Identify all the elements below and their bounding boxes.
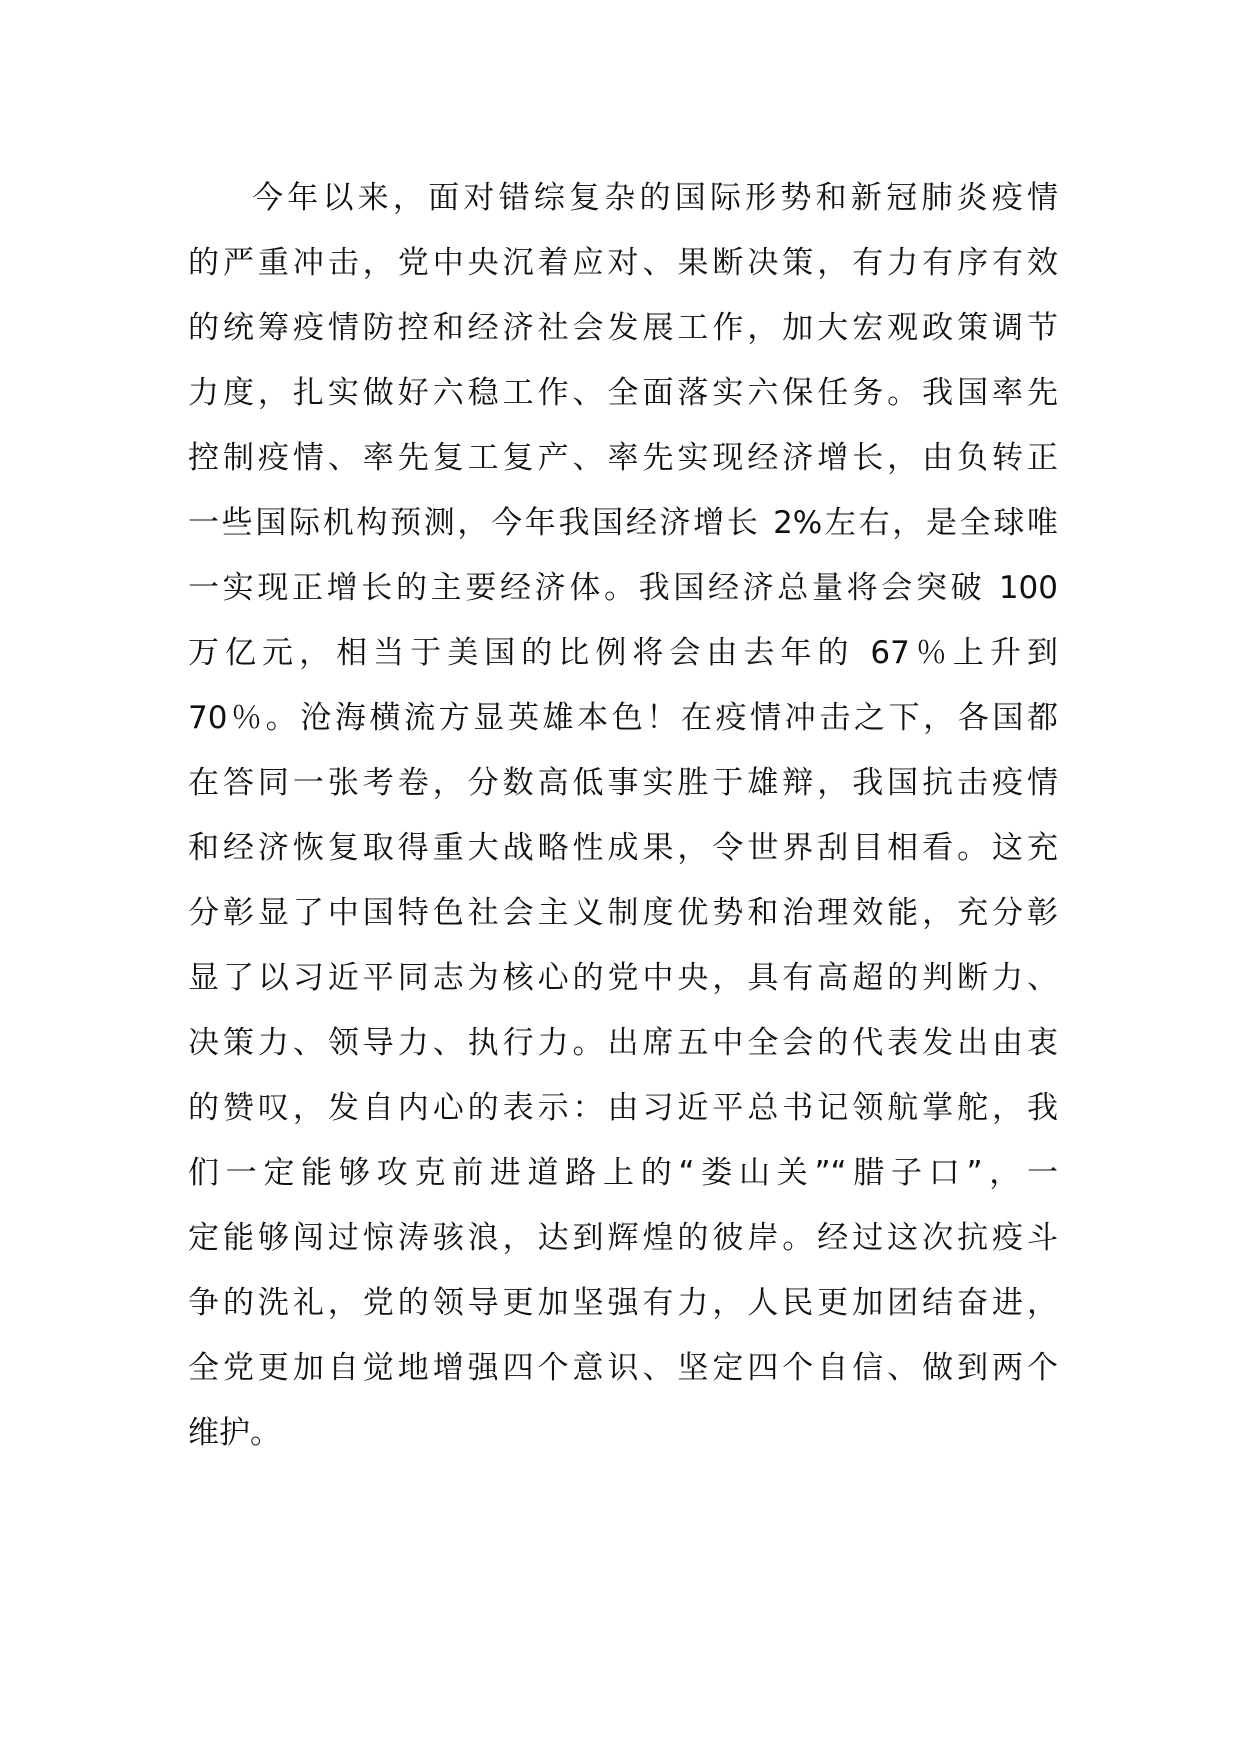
paragraph-line: 的严重冲击，党中央沉着应对、果断决策，有力有序有效 <box>188 245 1058 281</box>
body-paragraph <box>188 166 1058 1466</box>
paragraph-line: 一些国际机构预测，今年我国经济增长 2%左右，是全球唯 <box>188 505 1058 541</box>
paragraph-line: 争的洗礼，党的领导更加坚强有力，人民更加团结奋进， <box>188 1285 1058 1321</box>
paragraph-line: 在答同一张考卷，分数高低事实胜于雄辩，我国抗击疫情 <box>188 765 1058 801</box>
paragraph-line: 万亿元，相当于美国的比例将会由去年的 67％上升到 <box>188 635 1058 671</box>
paragraph-line: 显了以习近平同志为核心的党中央，具有高超的判断力、 <box>188 960 1058 996</box>
paragraph-line: 一实现正增长的主要经济体。我国经济总量将会突破 100 <box>188 570 1058 606</box>
paragraph-line: 力度，扎实做好六稳工作、全面落实六保任务。我国率先 <box>188 375 1058 411</box>
paragraph-line: 全党更加自觉地增强四个意识、坚定四个自信、做到两个 <box>188 1350 1058 1386</box>
paragraph-line: 和经济恢复取得重大战略性成果，令世界刮目相看。这充 <box>188 830 1058 866</box>
paragraph-line: 的统筹疫情防控和经济社会发展工作，加大宏观政策调节 <box>188 310 1058 346</box>
paragraph-line: 的赞叹，发自内心的表示：由习近平总书记领航掌舵，我 <box>188 1090 1058 1126</box>
paragraph-line: 控制疫情、率先复工复产、率先实现经济增长，由负转正 <box>188 440 1058 476</box>
paragraph-line: 们一定能够攻克前进道路上的“娄山关”“腊子口”，一 <box>188 1155 1058 1191</box>
paragraph-line: 70％。沧海横流方显英雄本色！在疫情冲击之下，各国都 <box>188 700 1058 736</box>
paragraph-line: 定能够闯过惊涛骇浪，达到辉煌的彼岸。经过这次抗疫斗 <box>188 1220 1058 1256</box>
paragraph-line: 今年以来，面对错综复杂的国际形势和新冠肺炎疫情 <box>252 180 1058 216</box>
paragraph-line: 决策力、领导力、执行力。出席五中全会的代表发出由衷 <box>188 1025 1058 1061</box>
paragraph-line: 分彰显了中国特色社会主义制度优势和治理效能，充分彰 <box>188 895 1058 931</box>
paragraph-line: 维护。 <box>188 1415 281 1451</box>
